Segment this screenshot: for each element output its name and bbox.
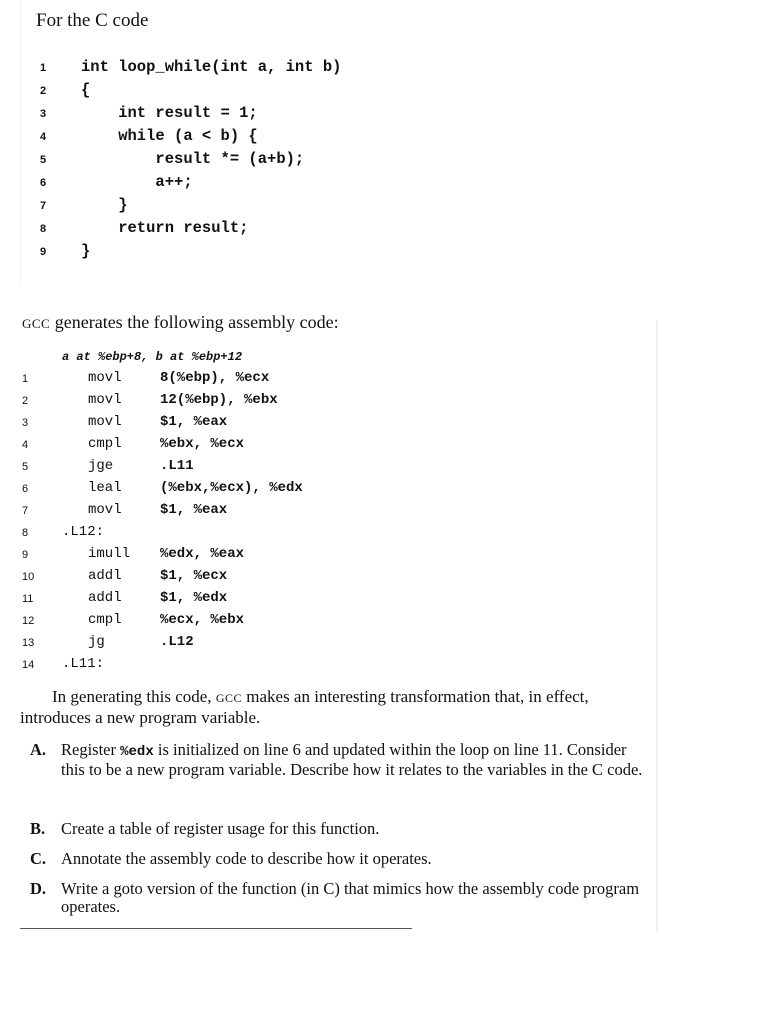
asm-operands: %edx, %eax	[160, 546, 245, 562]
asm-label: .L12:	[62, 524, 105, 540]
assembly-comment: a at %ebp+8, b at %ebp+12	[62, 350, 243, 364]
divider-rule	[20, 928, 412, 929]
asm-operands: (%ebx,%ecx), %edx	[160, 480, 303, 496]
code-text: a++;	[81, 173, 193, 191]
code-text: result *= (a+b);	[81, 150, 305, 168]
line-number: 1	[39, 62, 47, 74]
line-number: 5	[39, 154, 47, 166]
asm-opcode: movl	[88, 502, 122, 518]
question-text-part: Register	[61, 740, 121, 759]
line-number: 8	[39, 223, 47, 235]
assembly-intro	[22, 312, 339, 333]
asm-operands: .L11	[160, 458, 194, 474]
asm-opcode: cmpl	[88, 612, 122, 628]
asm-opcode: addl	[88, 568, 122, 584]
code-text: int result = 1;	[81, 104, 258, 122]
asm-opcode: jge	[88, 458, 114, 474]
code-text: return result;	[81, 219, 249, 237]
asm-opcode: movl	[88, 370, 122, 386]
line-number: 13	[22, 637, 35, 649]
line-number: 7	[22, 505, 29, 517]
line-number: 12	[22, 615, 35, 627]
line-number: 1	[22, 373, 29, 385]
question-text: Write a goto version of the function (in C) that mimics how the assembly code program operates.	[61, 879, 640, 916]
asm-opcode: movl	[88, 392, 122, 408]
asm-operands: $1, %eax	[160, 414, 228, 430]
line-number: 11	[22, 593, 34, 605]
asm-opcode: addl	[88, 590, 122, 606]
register-name: %edx	[120, 744, 154, 760]
assembly-intro-text: generates the following assembly code:	[50, 312, 339, 332]
line-number: 4	[22, 439, 29, 451]
asm-opcode: jg	[88, 634, 105, 650]
question-text	[61, 741, 651, 779]
question-label: C.	[30, 849, 47, 868]
line-number: 9	[22, 549, 29, 561]
asm-operands: $1, %eax	[160, 502, 228, 518]
scan-edge	[20, 0, 21, 285]
line-number: 2	[39, 85, 47, 97]
page-heading: For the C code	[36, 10, 149, 31]
asm-operands: 8(%ebp), %ecx	[160, 370, 270, 386]
line-number: 2	[22, 395, 29, 407]
asm-opcode: cmpl	[88, 436, 122, 452]
gcc-smallcaps: GCC	[22, 316, 51, 331]
asm-operands: .L12	[160, 634, 194, 650]
gcc-smallcaps: GCC	[215, 691, 242, 705]
line-number: 3	[39, 108, 47, 120]
question-label: B.	[30, 819, 46, 838]
question-text: Create a table of register usage for this function.	[61, 819, 380, 838]
code-text: int loop_while(int a, int b)	[81, 58, 342, 76]
code-text: }	[81, 242, 91, 260]
asm-opcode: imull	[88, 546, 131, 562]
question-text: Annotate the assembly code to describe how it operates.	[61, 849, 432, 868]
asm-operands: %ecx, %ebx	[160, 612, 245, 628]
line-number: 7	[39, 200, 47, 212]
code-text: }	[81, 196, 128, 214]
line-number: 6	[22, 483, 29, 495]
line-number: 10	[22, 571, 35, 583]
code-text: while (a < b) {	[81, 127, 258, 145]
question-text-part: is initialized on line 6 and updated within the loop on line 11. Consider this to be a new program variable. Describe how it relates to the variables in the C code.	[61, 740, 643, 779]
line-number: 3	[22, 417, 29, 429]
asm-label: .L11:	[62, 656, 105, 672]
asm-operands: %ebx, %ecx	[160, 436, 245, 452]
line-number: 8	[22, 527, 29, 539]
asm-opcode: leal	[88, 480, 122, 496]
asm-operands: $1, %ecx	[160, 568, 228, 584]
question-label: D.	[30, 879, 47, 898]
asm-operands: 12(%ebp), %ebx	[160, 392, 278, 408]
asm-opcode: movl	[88, 414, 122, 430]
scan-edge	[656, 320, 658, 932]
question-label: A.	[30, 740, 47, 759]
paragraph-text: makes an interesting transformation that, in effect, introduces a new program variable.	[20, 687, 589, 727]
code-text: {	[81, 81, 91, 99]
asm-operands: $1, %edx	[160, 590, 228, 606]
line-number: 9	[39, 246, 47, 258]
explanation-paragraph	[20, 687, 652, 728]
paragraph-text: In generating this code,	[52, 687, 216, 706]
line-number: 14	[22, 659, 35, 671]
line-number: 6	[39, 177, 47, 189]
line-number: 5	[22, 461, 29, 473]
line-number: 4	[39, 131, 47, 143]
